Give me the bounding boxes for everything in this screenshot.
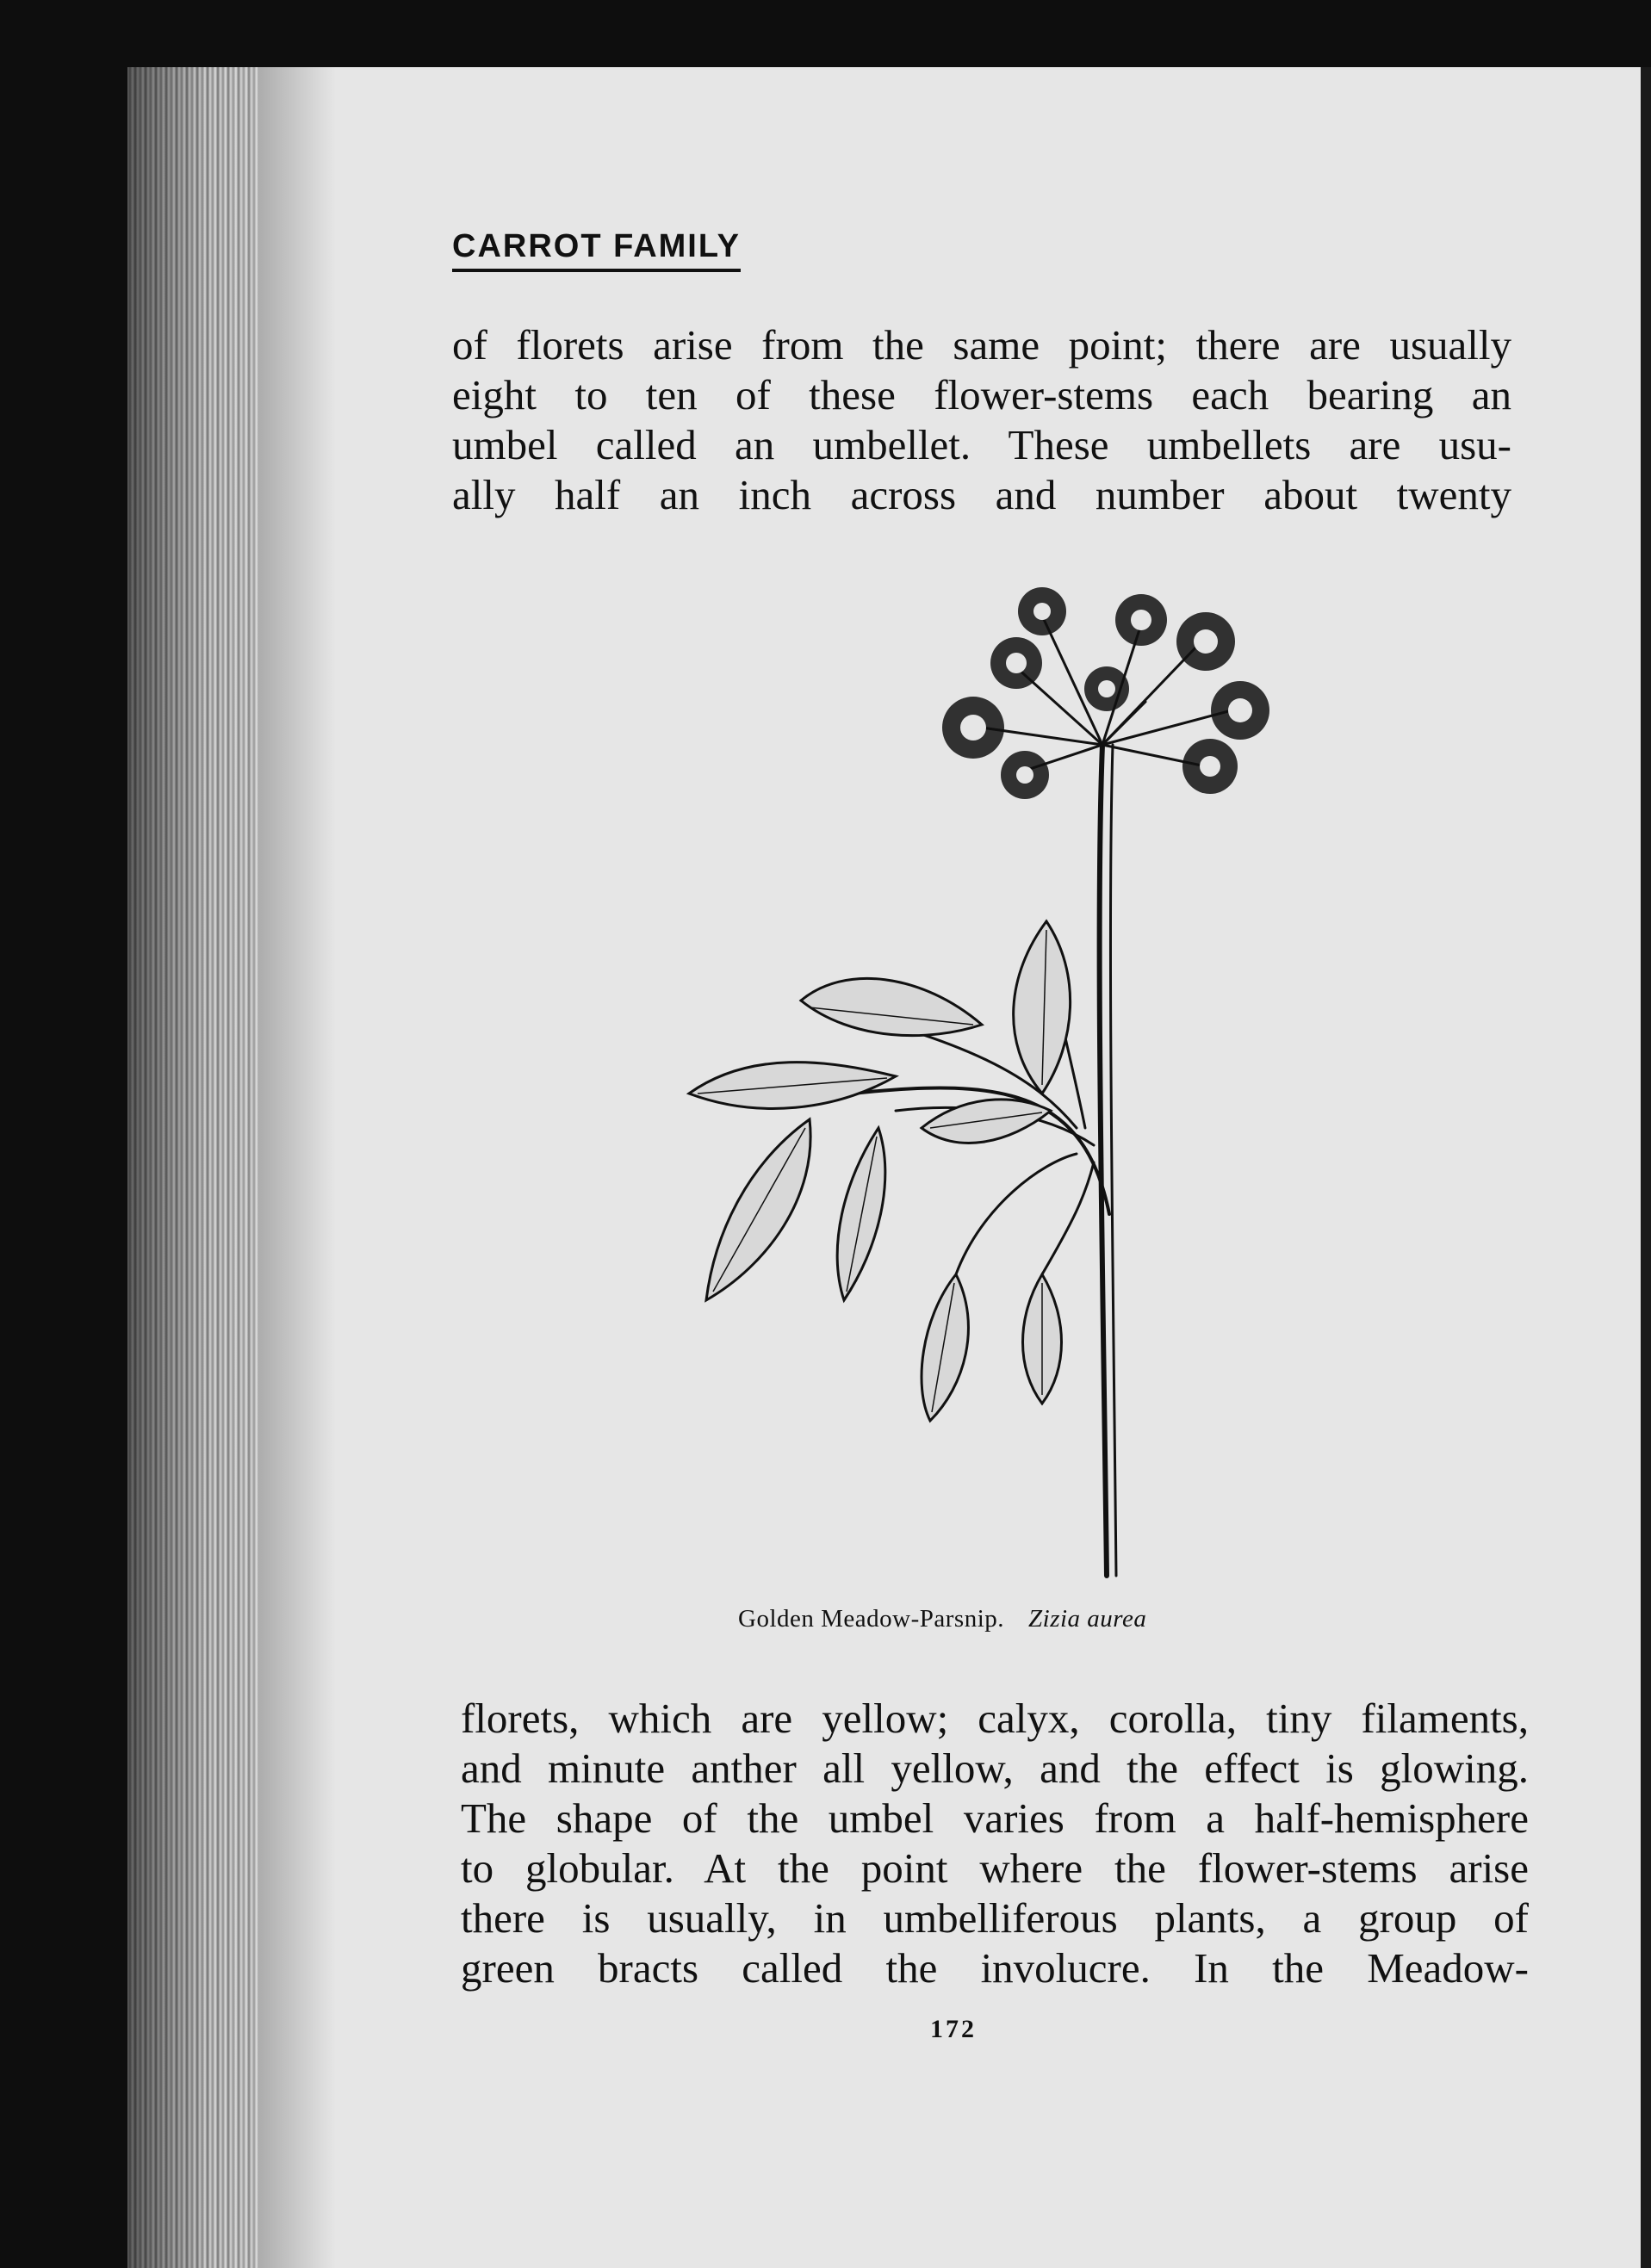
page-right-edge	[1641, 67, 1651, 2268]
text-line: to globular. At the point where the flower-stems arise	[461, 1844, 1529, 1892]
page-number: 172	[930, 2015, 977, 2043]
text-line: there is usually, in umbelliferous plants, a group of	[461, 1894, 1529, 1942]
text-line: of florets arise from the same point; there are usually	[452, 321, 1511, 369]
figure-caption	[738, 1605, 1146, 1633]
text-line: ally half an inch across and number about twenty	[452, 471, 1511, 518]
running-head: CARROT FAMILY	[452, 226, 741, 272]
text-line: and minute anther all yellow, and the effect is glowing.	[461, 1744, 1529, 1792]
text-line: eight to ten of these flower-stems each bearing an	[452, 371, 1511, 418]
paragraph-top	[452, 320, 1511, 520]
book-page-edges	[127, 67, 265, 2268]
text-line: florets, which are yellow; calyx, corolla, tiny filaments,	[461, 1695, 1529, 1742]
text-line: green bracts called the involucre. In the Meadow-	[461, 1944, 1529, 1992]
paragraph-bottom	[461, 1694, 1529, 1993]
caption-common-name: Golden Meadow-Parsnip.	[738, 1605, 1005, 1633]
caption-latin-name: Zizia aurea	[1028, 1605, 1147, 1633]
gutter-shadow	[258, 67, 336, 2268]
plant-illustration	[637, 560, 1326, 1593]
text-line: The shape of the umbel varies from a half-hemisphere	[461, 1794, 1529, 1842]
text-line: umbel called an umbellet. These umbellets are usu-	[452, 421, 1511, 468]
page-edges-shadow	[127, 67, 265, 2268]
